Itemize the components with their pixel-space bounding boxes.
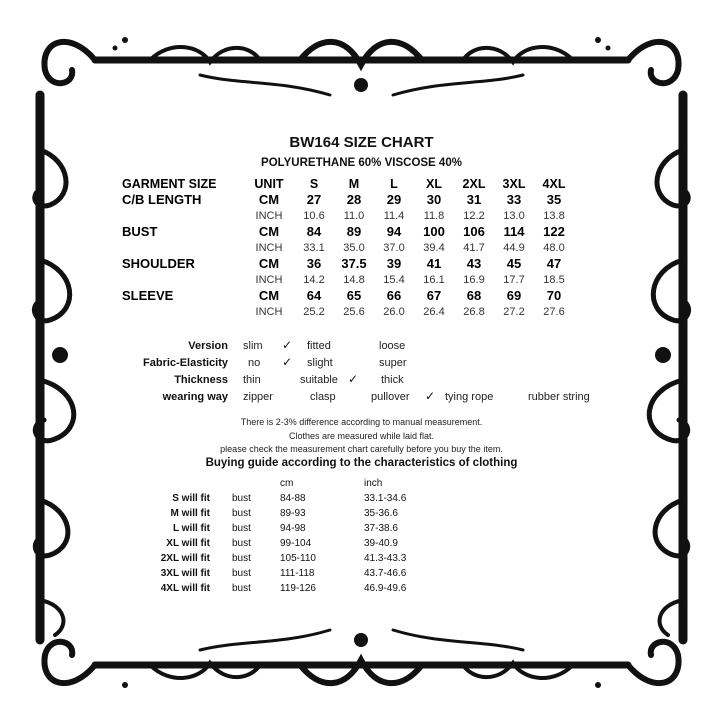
chart-title: BW164 SIZE CHART bbox=[289, 134, 434, 151]
fit-label: M will fit bbox=[170, 508, 210, 519]
table-cell: 41.7 bbox=[463, 242, 485, 254]
fit-label: L will fit bbox=[172, 523, 210, 534]
header-unit: UNIT bbox=[254, 177, 284, 191]
cm-range: 105-110 bbox=[280, 553, 316, 564]
table-row bbox=[118, 304, 574, 320]
version-label: Version bbox=[188, 340, 228, 352]
table-cell: 16.1 bbox=[423, 274, 445, 286]
cm-range: 119-126 bbox=[280, 583, 316, 594]
table-cell: 69 bbox=[506, 288, 522, 303]
table-cell: 39 bbox=[386, 256, 402, 271]
material-composition: POLYURETHANE 60% VISCOSE 40% bbox=[261, 157, 462, 169]
cm-range: 84-88 bbox=[280, 493, 306, 504]
fit-label: 4XL will fit bbox=[160, 583, 210, 594]
row-label: SLEEVE bbox=[122, 288, 174, 303]
table-cell: 122 bbox=[543, 224, 565, 239]
buying-guide-title: Buying guide according to the characteristics of clothing bbox=[205, 457, 518, 469]
checkmark-icon: ✓ bbox=[425, 389, 436, 403]
header-size: M bbox=[348, 177, 360, 191]
table-cell: 100 bbox=[423, 224, 445, 239]
wearing-option-clasp: clasp bbox=[310, 391, 336, 403]
inch-range: 37-38.6 bbox=[364, 523, 398, 534]
row-unit: CM bbox=[258, 288, 280, 303]
table-cell: 45 bbox=[506, 256, 522, 271]
table-cell: 33 bbox=[506, 192, 522, 207]
table-cell: 26.8 bbox=[463, 306, 485, 318]
table-cell: 14.8 bbox=[343, 274, 365, 286]
checkmark-icon: ✓ bbox=[348, 372, 359, 386]
cm-range: 99-104 bbox=[280, 538, 312, 549]
size-table bbox=[118, 176, 574, 320]
table-cell: 65 bbox=[346, 288, 362, 303]
table-cell: 27 bbox=[306, 192, 322, 207]
row-label: C/B LENGTH bbox=[122, 192, 202, 207]
table-row bbox=[118, 272, 574, 288]
table-cell: 47 bbox=[546, 256, 562, 271]
table-cell: 39.4 bbox=[423, 242, 445, 254]
table-cell: 36 bbox=[306, 256, 322, 271]
note-laid-flat: Clothes are measured while laid flat. bbox=[288, 431, 435, 441]
thickness-option-thick: thick bbox=[381, 374, 404, 386]
table-cell: 11.0 bbox=[343, 210, 365, 222]
elasticity-option-no: no bbox=[248, 357, 261, 369]
table-row bbox=[118, 288, 574, 304]
cm-range: 94-98 bbox=[280, 523, 306, 534]
table-row bbox=[150, 506, 444, 521]
header-size: XL bbox=[426, 177, 442, 191]
fit-label: XL will fit bbox=[166, 538, 210, 549]
table-cell: 29 bbox=[386, 192, 402, 207]
table-cell: 25.2 bbox=[303, 306, 325, 318]
table-row bbox=[150, 551, 444, 566]
body-part: bust bbox=[232, 508, 251, 519]
inch-range: 41.3-43.3 bbox=[364, 553, 407, 564]
checkmark-icon: ✓ bbox=[282, 355, 293, 369]
table-cell: 27.6 bbox=[543, 306, 565, 318]
elasticity-option-slight: slight bbox=[307, 357, 333, 369]
buying-guide-header bbox=[150, 476, 444, 491]
note-measurement-difference: There is 2-3% difference according to manual measurement. bbox=[240, 417, 483, 427]
checkmark-icon: ✓ bbox=[282, 338, 293, 352]
table-cell: 13.0 bbox=[503, 210, 525, 222]
inch-range: 35-36.6 bbox=[364, 508, 398, 519]
version-option-slim: slim bbox=[243, 340, 263, 352]
table-cell: 89 bbox=[346, 224, 362, 239]
table-cell: 13.8 bbox=[543, 210, 565, 222]
table-cell: 66 bbox=[386, 288, 402, 303]
table-cell: 26.0 bbox=[383, 306, 405, 318]
size-table-header bbox=[118, 176, 574, 192]
elasticity-label: Fabric-Elasticity bbox=[143, 357, 228, 369]
elasticity-option-super: super bbox=[379, 357, 407, 369]
table-cell: 37.5 bbox=[341, 256, 367, 271]
row-unit: INCH bbox=[255, 242, 283, 254]
table-cell: 12.2 bbox=[463, 210, 485, 222]
cm-range: 111-118 bbox=[280, 568, 315, 579]
row-label: SHOULDER bbox=[122, 256, 195, 271]
cm-range: 89-93 bbox=[280, 508, 306, 519]
table-cell: 25.6 bbox=[343, 306, 365, 318]
body-part: bust bbox=[232, 538, 251, 549]
note-check-chart: please check the measurement chart carefully before you buy the item. bbox=[220, 444, 503, 454]
table-cell: 94 bbox=[386, 224, 402, 239]
table-cell: 17.7 bbox=[503, 274, 525, 286]
table-cell: 84 bbox=[306, 224, 322, 239]
table-row bbox=[118, 208, 574, 224]
table-cell: 10.6 bbox=[303, 210, 325, 222]
table-cell: 41 bbox=[426, 256, 442, 271]
table-cell: 70 bbox=[546, 288, 562, 303]
thickness-option-suitable: suitable bbox=[300, 374, 338, 386]
row-unit: CM bbox=[258, 256, 280, 271]
table-cell: 68 bbox=[466, 288, 482, 303]
table-row bbox=[150, 491, 444, 506]
table-cell: 33.1 bbox=[303, 242, 325, 254]
table-cell: 48.0 bbox=[543, 242, 565, 254]
inch-range: 43.7-46.6 bbox=[364, 568, 407, 579]
table-cell: 44.9 bbox=[503, 242, 525, 254]
row-unit: INCH bbox=[255, 274, 283, 286]
table-cell: 15.4 bbox=[383, 274, 405, 286]
inch-range: 33.1-34.6 bbox=[364, 493, 407, 504]
body-part: bust bbox=[232, 493, 251, 504]
table-cell: 14.2 bbox=[303, 274, 325, 286]
thickness-label: Thickness bbox=[174, 374, 228, 386]
wearing-option-tying-rope: tying rope bbox=[445, 391, 494, 403]
header-size: 4XL bbox=[542, 177, 566, 191]
table-cell: 35.0 bbox=[343, 242, 365, 254]
row-unit: CM bbox=[258, 224, 280, 239]
table-cell: 26.4 bbox=[423, 306, 445, 318]
buying-guide-table bbox=[150, 476, 444, 596]
header-size: L bbox=[390, 177, 398, 191]
header-garment-size: GARMENT SIZE bbox=[122, 177, 217, 191]
wearing-option-rubber-string: rubber string bbox=[528, 391, 590, 403]
table-cell: 35 bbox=[546, 192, 562, 207]
inch-range: 39-40.9 bbox=[364, 538, 398, 549]
table-row bbox=[150, 566, 444, 581]
header-cm: cm bbox=[280, 478, 294, 489]
table-cell: 67 bbox=[426, 288, 442, 303]
row-unit: CM bbox=[258, 192, 280, 207]
header-size: 2XL bbox=[462, 177, 486, 191]
table-cell: 30 bbox=[426, 192, 442, 207]
body-part: bust bbox=[232, 568, 251, 579]
table-cell: 37.0 bbox=[383, 242, 405, 254]
header-size: S bbox=[309, 177, 319, 191]
version-option-loose: loose bbox=[379, 340, 406, 352]
body-part: bust bbox=[232, 523, 251, 534]
table-cell: 43 bbox=[466, 256, 482, 271]
table-row bbox=[118, 256, 574, 272]
version-option-fitted: fitted bbox=[307, 340, 331, 352]
table-cell: 64 bbox=[306, 288, 322, 303]
table-cell: 27.2 bbox=[503, 306, 525, 318]
fit-label: S will fit bbox=[172, 493, 210, 504]
table-cell: 18.5 bbox=[543, 274, 565, 286]
wearing-option-zipper: zipper bbox=[243, 391, 273, 403]
wearing-way-label: wearing way bbox=[162, 391, 228, 403]
wearing-option-pullover: pullover bbox=[371, 391, 410, 403]
body-part: bust bbox=[232, 583, 251, 594]
inch-range: 46.9-49.6 bbox=[364, 583, 407, 594]
table-cell: 11.4 bbox=[383, 210, 405, 222]
header-size: 3XL bbox=[502, 177, 526, 191]
table-cell: 28 bbox=[346, 192, 362, 207]
table-row bbox=[118, 192, 574, 208]
table-cell: 16.9 bbox=[463, 274, 485, 286]
table-row bbox=[150, 521, 444, 536]
row-unit: INCH bbox=[255, 306, 283, 318]
table-row bbox=[150, 581, 444, 596]
table-cell: 31 bbox=[466, 192, 482, 207]
fit-label: 3XL will fit bbox=[160, 568, 210, 579]
table-cell: 106 bbox=[463, 224, 485, 239]
table-cell: 114 bbox=[503, 224, 525, 239]
header-inch: inch bbox=[364, 478, 383, 489]
table-row bbox=[118, 240, 574, 256]
row-label: BUST bbox=[122, 224, 158, 239]
table-row bbox=[150, 536, 444, 551]
fit-label: 2XL will fit bbox=[160, 553, 210, 564]
thickness-option-thin: thin bbox=[243, 374, 261, 386]
body-part: bust bbox=[232, 553, 251, 564]
table-cell: 11.8 bbox=[423, 210, 445, 222]
table-row bbox=[118, 224, 574, 240]
row-unit: INCH bbox=[255, 210, 283, 222]
